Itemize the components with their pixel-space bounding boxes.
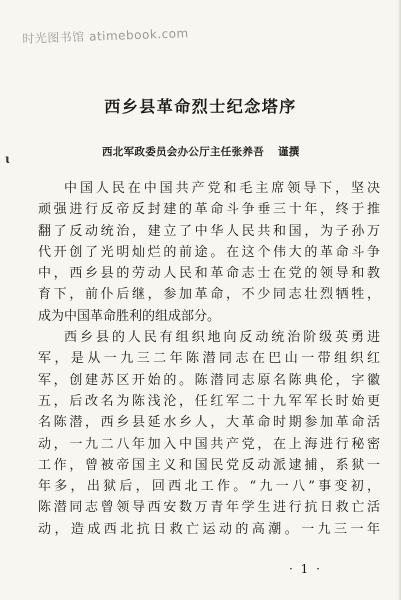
watermark: 时光图书馆 atimebook.com: [22, 26, 189, 46]
text-line: 军，创建苏区开始的。陈潜同志原名陈典伦，字徽: [38, 372, 380, 388]
text-line: 成为中国革命胜利的组成部分。: [38, 308, 221, 324]
text-line: 翻了反动统治，建立了中华人民共和国，为子孙万: [38, 223, 380, 239]
text-line: 顽强进行反帝反封建的革命斗争垂三十年，终于推: [38, 202, 380, 218]
byline-author: 西北军政委员会办公厅主任张养吾: [102, 146, 264, 158]
body-text: [38, 178, 380, 540]
text-line: 动，造成西北抗日救亡运动的高潮。一九三一年: [38, 521, 380, 537]
text-line: 工作，曾被帝国主义和国民党反动派逮捕，系狱一: [38, 457, 380, 473]
text-line: 军，是从一九三二年陈潜同志在巴山一带组织红: [38, 351, 380, 367]
text-line: 五，后改名为陈浅沦，任红军二十九军军长时始更: [38, 393, 380, 409]
text-line: 代开创了光明灿烂的前途。在这个伟大的革命斗争: [38, 244, 380, 260]
page-title: 西乡县革命烈士纪念塔序: [104, 97, 297, 116]
text-line: 中，西乡县的劳动人民和革命志士在党的领导和教: [38, 266, 380, 282]
page-number: · 1 ·: [289, 562, 322, 576]
text-line: 年多，出狱后，回西北工作。“九一八”事变初，: [38, 479, 380, 495]
text-line: 中国人民在中国共产党和毛主席领导下，坚决: [64, 181, 380, 196]
text-line: 动，一九二八年加入中国共产党，在上海进行秘密: [38, 436, 380, 452]
text-line: 育下，前仆后继，参加革命，不少同志壮烈牺牲，: [38, 287, 380, 303]
text-line: 名陈潜，西乡县延水乡人，大革命时期参加革命活: [38, 415, 380, 431]
text-line: 西乡县的人民有组织地向反动统治阶级英勇进: [64, 330, 380, 346]
text-line: 陈潜同志曾领导西安数万青年学生进行抗日救亡活: [38, 500, 380, 516]
margin-mark: ɩ: [5, 152, 10, 166]
byline: [102, 144, 300, 159]
byline-role: 谨撰: [278, 146, 300, 158]
